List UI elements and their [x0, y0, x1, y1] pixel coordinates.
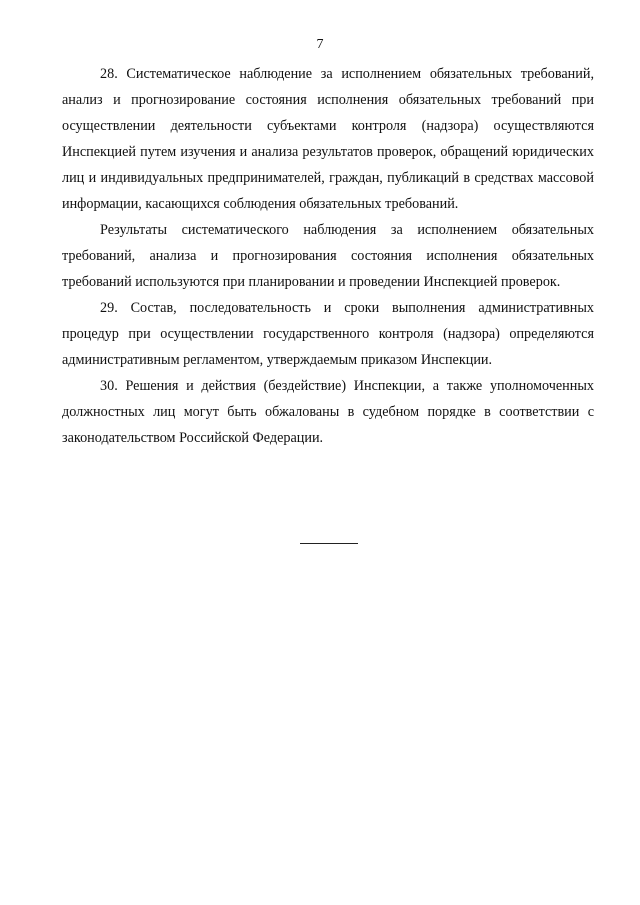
paragraph-monitoring-results: Результаты систематического наблюдения за исполнением обязательных требований, анализа и прогнозирования состояния исполнения обязательных требований используются при планировании и проведении Инспекцией проверок. [62, 222, 594, 290]
document-body [62, 61, 594, 451]
document-end-divider [300, 543, 358, 544]
paragraph-30: 30. Решения и действия (бездействие) Инспекции, а также уполномоченных должностных лиц могут быть обжалованы в судебном порядке в соответствии с законодательством Российской Федерации. [62, 378, 594, 446]
page-number: 7 [316, 37, 324, 52]
paragraph-28: 28. Систематическое наблюдение за исполнением обязательных требований, анализ и прогнозирование состояния исполнения обязательных требований при осуществлении деятельности субъектами контроля (надзора) осуществляются Инспекцией путем изучения и анализа результатов проверок, обращений юридических лиц и индивидуальных предпринимателей, граждан, публикаций в средствах массовой информации, касающихся соблюдения обязательных требований. [62, 66, 594, 212]
paragraph-29: 29. Состав, последовательность и сроки выполнения административных процедур при осуществлении государственного контроля (надзора) определяются административным регламентом, утверждаемым приказом Инспекции. [62, 300, 594, 368]
